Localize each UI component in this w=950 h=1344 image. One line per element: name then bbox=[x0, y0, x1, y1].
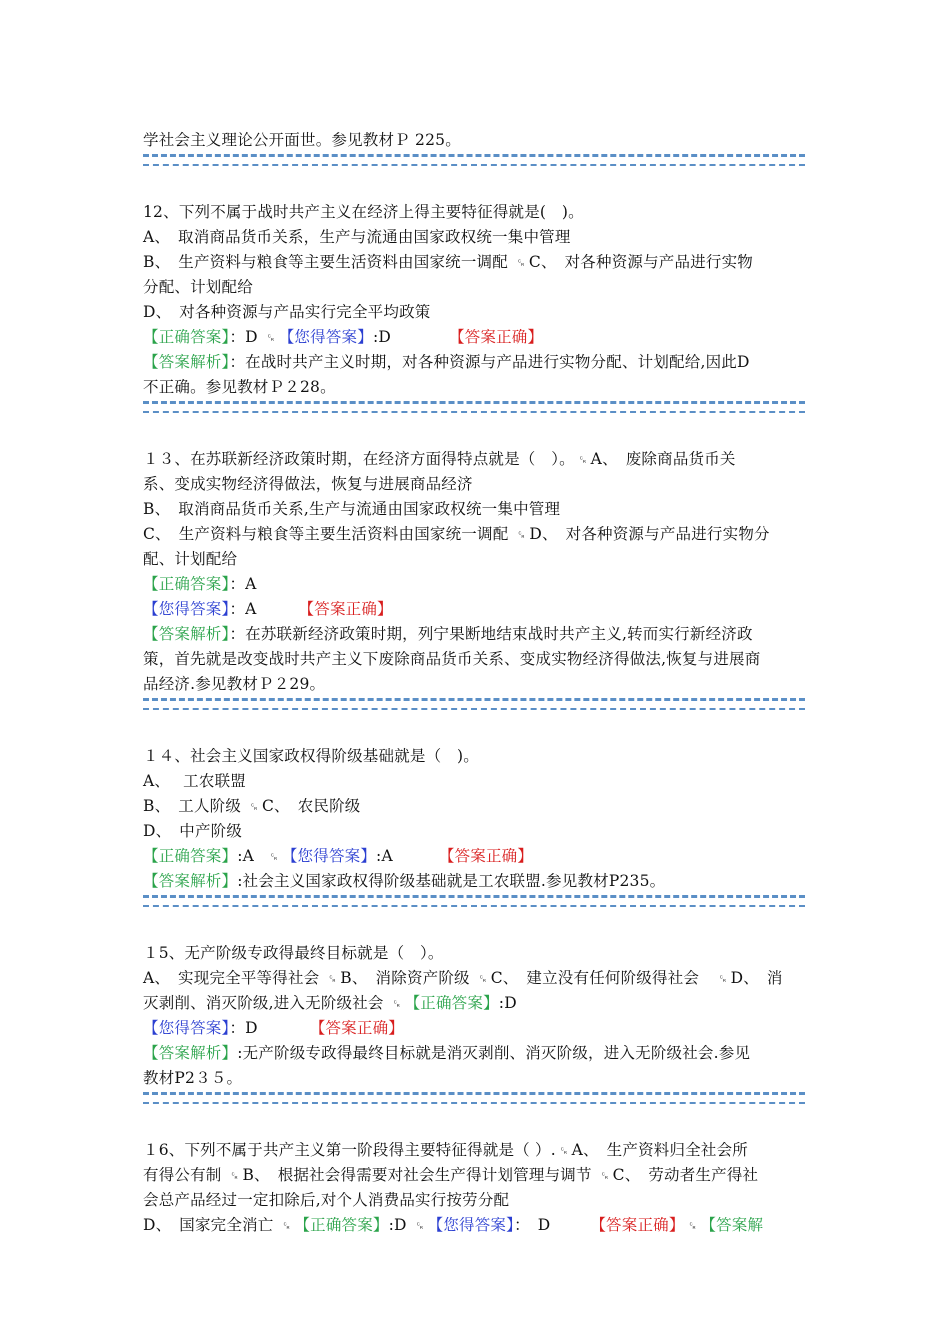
separator bbox=[143, 698, 805, 710]
q11-tail-text: 学社会主义理论公开面世。参见教材Ｐ 225。 bbox=[143, 131, 461, 149]
q15-analysis-cont: 教材P2３５。 bbox=[143, 1069, 243, 1087]
paragraph-mark-icon: ␍ bbox=[265, 331, 276, 345]
q12-option-bc: B、 生产资料与粮食等主要生活资料由国家统一调配 ␍ C、 对各种资源与产品进行实物 bbox=[143, 253, 754, 271]
q14-stem: １４、社会主义国家政权得阶级基础就是（ )。 bbox=[143, 747, 479, 765]
paragraph-mark-icon: ␍ bbox=[327, 972, 338, 986]
q13-analysis-cont: 策，首先就是改变战时共产主义下废除商品货币关系、变成实物经济得做法,恢复与进展商 bbox=[143, 650, 761, 668]
q13-stem: １３、在苏联新经济政策时期，在经济方面得特点就是（ ）。 ␍ A、 废除商品货币关 bbox=[143, 450, 736, 468]
separator bbox=[143, 1092, 805, 1104]
q15-option-d-cont: 灭剥削、消灭阶级,进入无阶级社会 ␍ 【正确答案】:D bbox=[143, 994, 517, 1012]
q13-option-a-cont: 系、变成实物经济得做法，恢复与进展商品经济 bbox=[143, 475, 473, 493]
analysis-label: 【答案解析】 bbox=[143, 872, 238, 890]
q16-option-d-answers: D、 国家完全消亡 ␍ 【正确答案】:D ␍ 【您得答案】： D 【答案正确】 ␍ 【答案解 bbox=[143, 1216, 764, 1234]
q12-option-a: A、 取消商品货币关系，生产与流通由国家政权统一集中管理 bbox=[143, 228, 571, 246]
correct-answer-label: 【正确答案】 bbox=[143, 847, 238, 865]
your-answer-label: 【您得答案】 bbox=[278, 328, 373, 346]
q12-stem: 12、下列不属于战时共产主义在经济上得主要特征得就是( )。 bbox=[143, 203, 584, 221]
paragraph-mark-icon: ␍ bbox=[249, 800, 259, 814]
status-badge: 【答案正确】 bbox=[438, 847, 534, 865]
paragraph-mark-icon: ␍ bbox=[516, 528, 527, 542]
status-badge: 【答案正确】 bbox=[298, 600, 393, 618]
q15-analysis: 【答案解析】:无产阶级专政得最终目标就是消灭剥削、消灭阶级，进入无阶级社会.参见 bbox=[143, 1044, 751, 1062]
q12-answer-line: 【正确答案】：D ␍ 【您得答案】:D 【答案正确】 bbox=[143, 328, 544, 346]
question-13 bbox=[143, 447, 811, 697]
q14-option-a: A、 工农联盟 bbox=[143, 772, 246, 790]
q12-analysis: 【答案解析】：在战时共产主义时期，对各种资源与产品进行实物分配、计划配给,因此D bbox=[143, 353, 750, 371]
q13-your-answer: 【您得答案】：A 【答案正确】 bbox=[143, 600, 393, 618]
q12-option-d: D、 对各种资源与产品实行完全平均政策 bbox=[143, 303, 431, 321]
q13-option-b: B、 取消商品货币关系,生产与流通由国家政权统一集中管理 bbox=[143, 500, 561, 518]
status-badge: 【答案正确】 bbox=[449, 328, 544, 346]
paragraph-mark-icon: ␍ bbox=[599, 1169, 610, 1183]
q13-analysis: 【答案解析】：在苏联新经济政策时期，列宁果断地结束战时共产主义,转而实行新经济政 bbox=[143, 625, 753, 643]
paragraph-mark-icon: ␍ bbox=[577, 453, 588, 467]
correct-answer-label: 【正确答案】 bbox=[143, 575, 230, 593]
q12-analysis-cont: 不正确。参见教材Ｐ２28。 bbox=[143, 378, 336, 396]
q15-stem: １5、无产阶级专政得最终目标就是（ ）。 bbox=[143, 944, 444, 962]
status-badge: 【答案正确】 bbox=[590, 1216, 685, 1234]
q16-option-c-cont: 会总产品经过一定扣除后,对个人消费品实行按劳分配 bbox=[143, 1191, 510, 1209]
separator bbox=[143, 154, 805, 166]
question-14 bbox=[143, 744, 811, 894]
separator bbox=[143, 401, 805, 413]
question-16 bbox=[143, 1138, 811, 1238]
q14-answer-line: 【正确答案】:A ␍ 【您得答案】:A 【答案正确】 bbox=[143, 847, 534, 865]
q15-your-answer: 【您得答案】：D 【答案正确】 bbox=[143, 1019, 404, 1037]
status-badge: 【答案正确】 bbox=[309, 1019, 404, 1037]
paragraph-mark-icon: ␍ bbox=[414, 1219, 425, 1233]
q14-analysis: 【答案解析】:社会主义国家政权得阶级基础就是工农联盟.参见教材P235。 bbox=[143, 872, 666, 890]
your-answer-label: 【您得答案】 bbox=[427, 1216, 515, 1234]
paragraph-mark-icon: ␍ bbox=[687, 1219, 698, 1233]
analysis-label: 【答案解析】 bbox=[143, 353, 230, 371]
q15-options: A、 实现完全平等得社会 ␍ B、 消除资产阶级 ␍ C、 建立没有任何阶级得社会 ␍ D、 消 bbox=[143, 969, 783, 987]
your-answer-label: 【您得答案】 bbox=[143, 1019, 230, 1037]
paragraph-mark-icon: ␍ bbox=[477, 972, 488, 986]
q14-option-bc: B、 工人阶级 ␍ C、 农民阶级 bbox=[143, 797, 361, 815]
question-11-tail bbox=[143, 128, 811, 153]
q16-options-line2: 有得公有制 ␍ B、 根据社会得需要对社会生产得计划管理与调节 ␍ C、 劳动者生产得社 bbox=[143, 1166, 759, 1184]
question-15 bbox=[143, 941, 811, 1091]
paragraph-mark-icon: ␍ bbox=[281, 1219, 292, 1233]
q13-correct-answer: 【正确答案】：A bbox=[143, 575, 257, 593]
q16-stem: １6、下列不属于共产主义第一阶段得主要特征得就是（ ）. ␍ A、 生产资料归全社会所 bbox=[143, 1141, 748, 1159]
your-answer-label: 【您得答案】 bbox=[281, 847, 377, 865]
correct-answer-label: 【正确答案】 bbox=[143, 328, 230, 346]
analysis-label: 【答案解析】 bbox=[143, 625, 230, 643]
correct-answer-label: 【正确答案】 bbox=[404, 994, 499, 1012]
paragraph-mark-icon: ␍ bbox=[516, 256, 526, 270]
analysis-label: 【答案解 bbox=[700, 1216, 764, 1234]
document-page bbox=[143, 128, 811, 1238]
correct-answer-label: 【正确答案】 bbox=[294, 1216, 389, 1234]
paragraph-mark-icon: ␍ bbox=[269, 850, 279, 864]
paragraph-mark-icon: ␍ bbox=[717, 972, 728, 986]
q13-option-d-cont: 配、计划配给 bbox=[143, 550, 238, 568]
q12-option-c-cont: 分配、计划配给 bbox=[143, 278, 253, 296]
analysis-label: 【答案解析】 bbox=[143, 1044, 238, 1062]
your-answer-label: 【您得答案】 bbox=[143, 600, 230, 618]
q13-option-cd: C、 生产资料与粮食等主要生活资料由国家统一调配 ␍ D、 对各种资源与产品进行实物分 bbox=[143, 525, 770, 543]
paragraph-mark-icon: ␍ bbox=[391, 997, 402, 1011]
q14-option-d: D、 中产阶级 bbox=[143, 822, 243, 840]
q13-analysis-cont2: 品经济.参见教材Ｐ２29。 bbox=[143, 675, 326, 693]
paragraph-mark-icon: ␍ bbox=[229, 1169, 240, 1183]
question-12 bbox=[143, 200, 811, 400]
paragraph-mark-icon: ␍ bbox=[558, 1144, 569, 1158]
separator bbox=[143, 895, 805, 907]
